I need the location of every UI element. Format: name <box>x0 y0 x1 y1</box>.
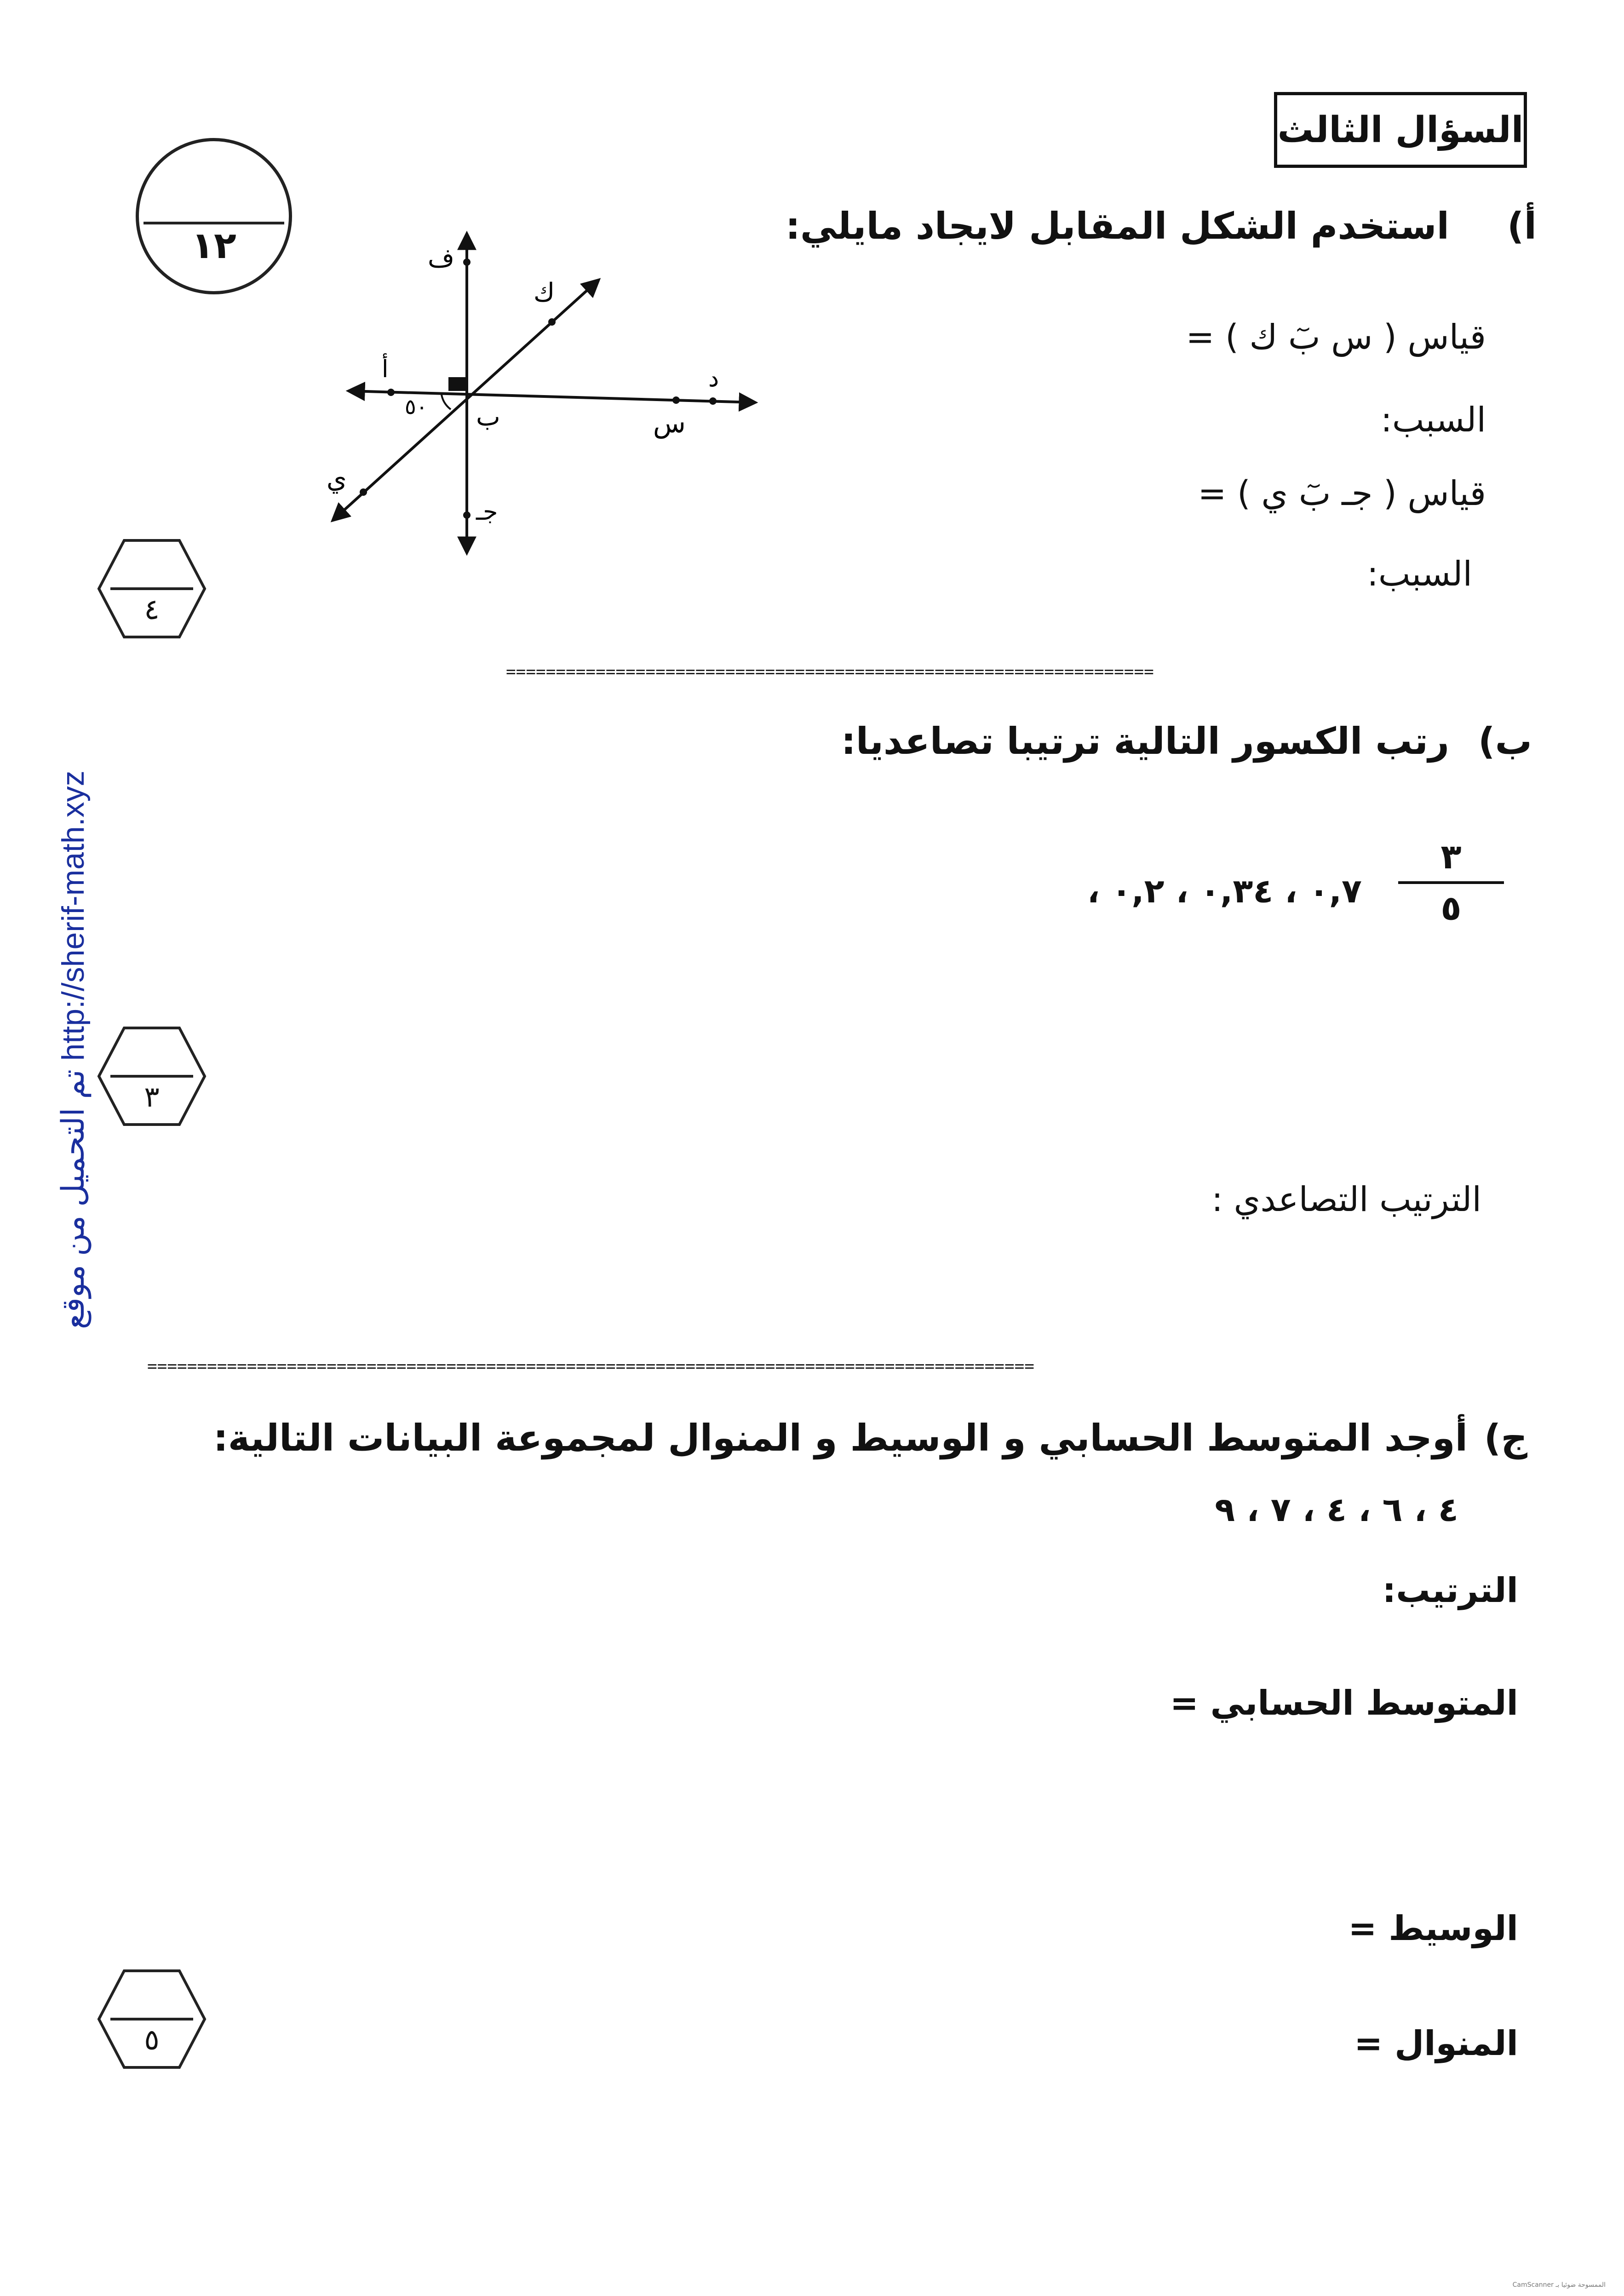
part-a-prompt: استخدم الشكل المقابل لايجاد مايلي: <box>785 205 1449 247</box>
label-f: ف <box>428 243 455 273</box>
part-b-score-box <box>97 1026 207 1127</box>
point-s <box>672 396 680 404</box>
total-score-circle <box>136 138 292 294</box>
fraction <box>1398 837 1504 928</box>
fraction-numerator: ٣ <box>1440 837 1462 877</box>
part-c-score-box <box>97 1969 207 2070</box>
reason-2-label: السبب: <box>1366 554 1472 594</box>
decimal-values: ٠,٧ ، ٠,٣٤ ، ٠,٢ ، <box>1087 872 1362 910</box>
measure-2: قياس ( جـ بٓ ي ) = <box>1198 474 1486 513</box>
fraction-bar <box>1398 881 1504 884</box>
part-a-score: ٤ <box>144 592 160 626</box>
measure-1: قياس ( س بٓ ك ) = <box>1186 317 1486 357</box>
fraction-denominator: ٥ <box>1440 889 1462 928</box>
label-a: أ <box>382 356 389 383</box>
mean-label: المتوسط الحسابي = <box>1170 1683 1518 1723</box>
point-y <box>360 488 367 496</box>
separator-2: ========================================================================================= <box>147 1357 1034 1376</box>
part-a-score-box <box>97 538 207 639</box>
label-j: جـ <box>476 498 498 526</box>
ascending-order-label: الترتيب التصاعدي : <box>1211 1180 1481 1219</box>
label-d: د <box>708 365 719 392</box>
label-b: ب <box>476 402 500 432</box>
part-b-prompt: رتب الكسور التالية ترتيبا تصاعديا: <box>841 720 1449 763</box>
part-a-label: أ) <box>1507 205 1537 247</box>
data-values: ٤ ، ٦ ، ٤ ، ٧ ، ٩ <box>1215 1490 1458 1529</box>
intersecting-lines-figure <box>313 221 782 570</box>
watermark-url: تم التحميل من موقع http://sherif-math.xyz <box>56 770 91 1329</box>
point-k <box>548 318 556 326</box>
point-j <box>463 511 471 519</box>
section-title: السؤال الثالث <box>1274 92 1527 168</box>
label-angle: ٥٠ <box>405 394 428 419</box>
part-c-label: ج) <box>1484 1417 1527 1459</box>
mode-label: المنوال = <box>1354 2024 1518 2063</box>
label-y: ي <box>327 464 347 494</box>
median-label: الوسيط = <box>1348 1909 1518 1948</box>
point-f <box>463 258 471 266</box>
order-label: الترتيب: <box>1382 1571 1518 1610</box>
part-b-label: ب) <box>1478 720 1532 763</box>
angle-arc <box>442 395 451 409</box>
point-d <box>709 397 717 405</box>
part-c-prompt: أوجد المتوسط الحسابي و الوسيط و المنوال لمجموعة البيانات التالية: <box>213 1417 1468 1459</box>
right-angle-marker <box>448 377 466 391</box>
label-s: س <box>653 408 686 439</box>
point-a <box>387 389 395 396</box>
part-b-score: ٣ <box>144 1080 160 1114</box>
part-c-score: ٥ <box>144 2023 160 2056</box>
total-score: ١٢ <box>191 224 236 267</box>
label-k: ك <box>534 278 555 308</box>
separator-1: ================================================================= <box>506 662 1154 681</box>
footer-scanner: CamScanner الممسوحة ضوئيا بـ <box>1512 2281 1606 2289</box>
reason-1-label: السبب: <box>1380 400 1486 440</box>
